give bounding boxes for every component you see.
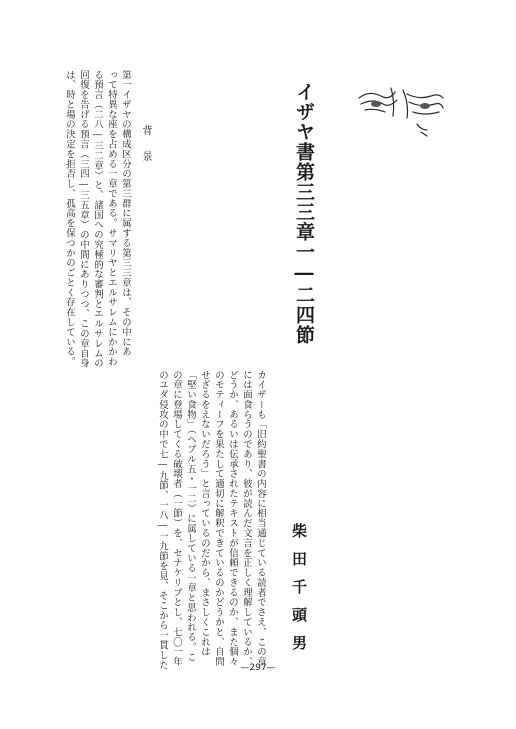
background-line: って特異な座を占める一章である。サマリヤとエルサレムにかかわ bbox=[106, 70, 117, 367]
body-line: どうか、あるいは伝承されたテキストが信頼できるのか、また個々 bbox=[227, 370, 238, 667]
body-line: の章に登場してくる破壊者（一節）を、セナケリブとし、七〇一年 bbox=[171, 370, 182, 667]
page-number: —297— bbox=[240, 663, 276, 673]
body-line: 「堅い食物」（ヘブル五・一二）に属している一章と思われる。こ bbox=[185, 370, 196, 663]
background-line: は、時と場の決定を拒否し、孤高を保つかのごとく存在している。 bbox=[64, 70, 75, 367]
author-name: 柴田千頭男 bbox=[290, 523, 308, 663]
section-heading: 背景 bbox=[140, 125, 151, 177]
body-line: には面食らうのであり、彼が読んだ文言を正しく理解しているか、 bbox=[241, 370, 252, 667]
background-line: る預言（二八―三二章）と、諸国への究極的な審判とエルサレムの bbox=[92, 70, 103, 369]
page-title: イザヤ書第三三章一―二四節 bbox=[293, 82, 315, 345]
body-line: のユダ侵攻の中で七―九節、一八―一九節を見、そこから一貫した bbox=[157, 370, 168, 670]
body-line: のモティーフを果たして適切に解釈できているのかどうかと、自問 bbox=[213, 370, 224, 667]
background-line: 第一イザヤの構成区分の第三群に属する第三三章は、その中にあ bbox=[120, 70, 131, 357]
body-line: せざるをえないだろう」と言っているのだから、まさしくこれは bbox=[199, 370, 210, 657]
bird-sketch-icon bbox=[355, 80, 445, 142]
body-line: カイザーも「旧約聖書の内容に相当通じている読者でさえ、この章 bbox=[255, 370, 266, 667]
background-line: 回復を告げる預言（三四―三五章）の中間にありつつ、この章自身 bbox=[78, 70, 89, 369]
